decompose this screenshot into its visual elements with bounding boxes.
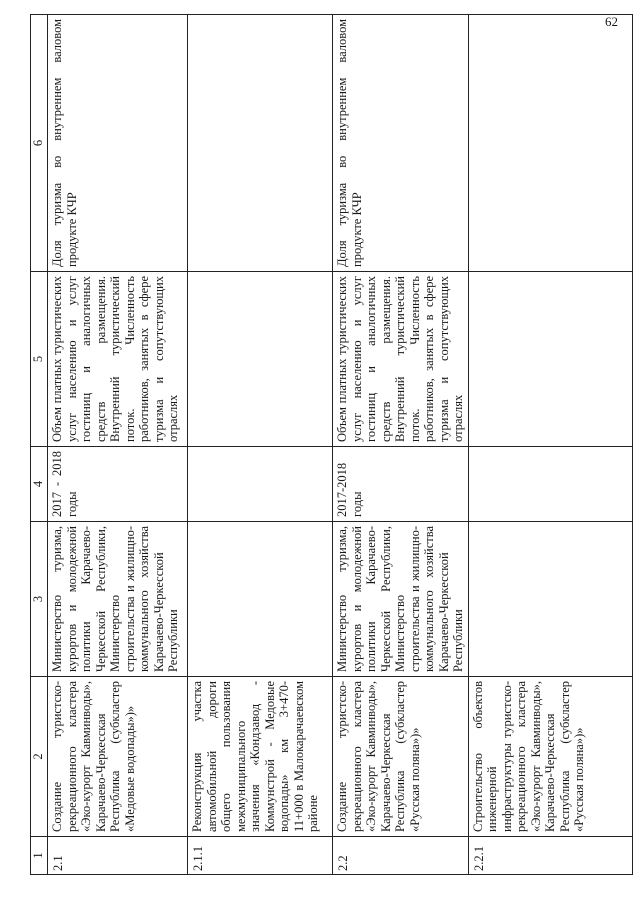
- row-number: 2.1.1: [188, 837, 333, 875]
- header-row: [31, 15, 48, 875]
- period-cell: [188, 447, 333, 522]
- result-cell: Объем платных туристических услуг населению и услуг гостиниц и аналогичных средств размещения. Внутренний туристический поток. Численность работников, занятых в сфере туризма и сопутствующих отраслях: [333, 272, 469, 447]
- program-table: [30, 14, 633, 875]
- table-row: [188, 15, 333, 875]
- executor-cell: [188, 522, 333, 677]
- column-header: 2: [31, 677, 48, 837]
- row-number: 2.2.1: [468, 837, 632, 875]
- indicator-cell: [468, 15, 632, 272]
- column-header: 3: [31, 522, 48, 677]
- indicator-cell: Доля туризма во внутреннем валовом продукте КЧР: [333, 15, 469, 272]
- row-number: 2.2: [333, 837, 469, 875]
- column-header: 6: [31, 15, 48, 272]
- period-cell: 2017 - 2018 годы: [48, 447, 188, 522]
- table-row: [468, 15, 632, 875]
- column-header: 4: [31, 447, 48, 522]
- period-cell: [468, 447, 632, 522]
- result-cell: Объем платных туристических услуг населению и услуг гостиниц и аналогичных средств размещения. Внутренний туристический поток. Численность работников, занятых в сфере туризма и сопутствующих отраслях: [48, 272, 188, 447]
- result-cell: [188, 272, 333, 447]
- executor-cell: Министерство туризма, курортов и молодежной политики Карачаево-Черкесской Республики, Министерство строительства и жилищно-коммунального хозяйства Карачаево-Черкесской Республики: [48, 522, 188, 677]
- rotated-table-container: [30, 15, 620, 875]
- indicator-cell: [188, 15, 333, 272]
- activity-cell: Создание туристско-рекреационного кластера «Эко-курорт Кавминводы», Карачаево-Черкесская Республика (субкластер «Русская поляна»)»: [333, 677, 469, 837]
- page-number: 62: [605, 14, 618, 29]
- executor-cell: Министерство туризма, курортов и молодежной политики Карачаево-Черкесской Республики, Министерство строительства и жилищно-коммунального хозяйства Карачаево-Черкесской Республики: [333, 522, 469, 677]
- executor-cell: [468, 522, 632, 677]
- table-row: [48, 15, 188, 875]
- column-header: 5: [31, 272, 48, 447]
- result-cell: [468, 272, 632, 447]
- activity-cell: Создание туристско-рекреационного кластера «Эко-курорт Кавминводы», Карачаево-Черкесская Республика (субкластер «Медовые водопады»)»: [48, 677, 188, 837]
- indicator-cell: Доля туризма во внутреннем валовом продукте КЧР: [48, 15, 188, 272]
- column-header: 1: [31, 837, 48, 875]
- row-number: 2.1: [48, 837, 188, 875]
- activity-cell: Реконструкция участка автомобильной дороги общего пользования межмуниципального значения «Кондзавод - Коммунстрой - Медовые водопады» км 3+470-11+000 в Малокарачаевском районе: [188, 677, 333, 837]
- period-cell: 2017-2018 годы: [333, 447, 469, 522]
- activity-cell: Строительство объектов инженерной инфраструктуры туристско-рекреационного кластера «Эко-курорт Кавминводы», Карачаево-Черкесская Республика (субкластер «Русская поляна»)»: [468, 677, 632, 837]
- table-row: [333, 15, 469, 875]
